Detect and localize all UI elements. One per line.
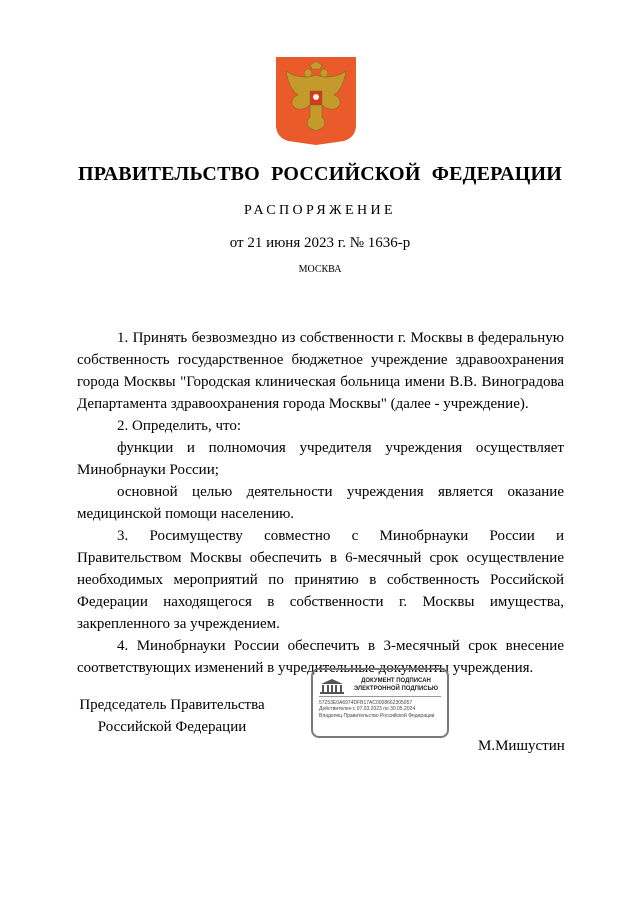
signatory-position-line1: Председатель Правительства [79,697,265,713]
signatory-position-line2: Российской Федерации [97,719,247,735]
building-icon [319,678,345,694]
paragraph-3: 3. Росимуществу совместно с Минобрнауки России и Правительством Москвы обеспечить в 6-месячный срок осуществление необходимых мероприятий по принятию в собственность Российской Федерации находящегося в собственности г. Москвы имущества, закрепленного за учреждением. [77,528,564,632]
document-type: РАСПОРЯЖЕНИЕ [244,203,396,218]
stamp-details [319,700,445,719]
paragraph-2: 2. Определить, что: [117,418,242,434]
stamp-header [319,676,441,697]
document-city: МОСКВА [298,264,342,275]
stamp-validity: Действителен с 07.03.2023 по 30.05.2024 [319,706,416,713]
page-title: ПРАВИТЕЛЬСТВО РОССИЙСКОЙ ФЕДЕРАЦИИ [78,163,562,185]
stamp-owner: Владелец Правительство Российской Федерации [319,712,435,719]
signatory-position [77,694,267,738]
signatory-name: М.Мишустин [478,738,565,754]
stamp-title: ДОКУМЕНТ ПОДПИСАН ЭЛЕКТРОННОЙ ПОДПИСЬЮ [353,678,439,692]
paragraph-1: 1. Принять безвозмездно из собственности г. Москвы в федеральную собственность государственное бюджетное учреждение здравоохранения города Москвы "Городская клиническая больница имени В.В. Виноградова Департамента здравоохранения города Москвы" (далее - учреждение). [77,330,564,412]
document-body [77,327,564,679]
electronic-signature-stamp [311,668,449,738]
document-date-number: от 21 июня 2023 г. № 1636-р [229,235,411,251]
paragraph-4: 4. Минобрнауки России обеспечить в 3-месячный срок внесение соответствующих изменений в учредительные документы учреждения. [77,638,564,676]
paragraph-2a: функции и полномочия учредителя учреждения осуществляет Минобрнауки России; [77,440,564,478]
coat-of-arms-icon [276,57,356,145]
paragraph-2b: основной целью деятельности учреждения является оказание медицинской помощи населению. [77,484,564,522]
stamp-certificate: 57253E0A6974DFB17AC0008662305057 [319,700,413,706]
